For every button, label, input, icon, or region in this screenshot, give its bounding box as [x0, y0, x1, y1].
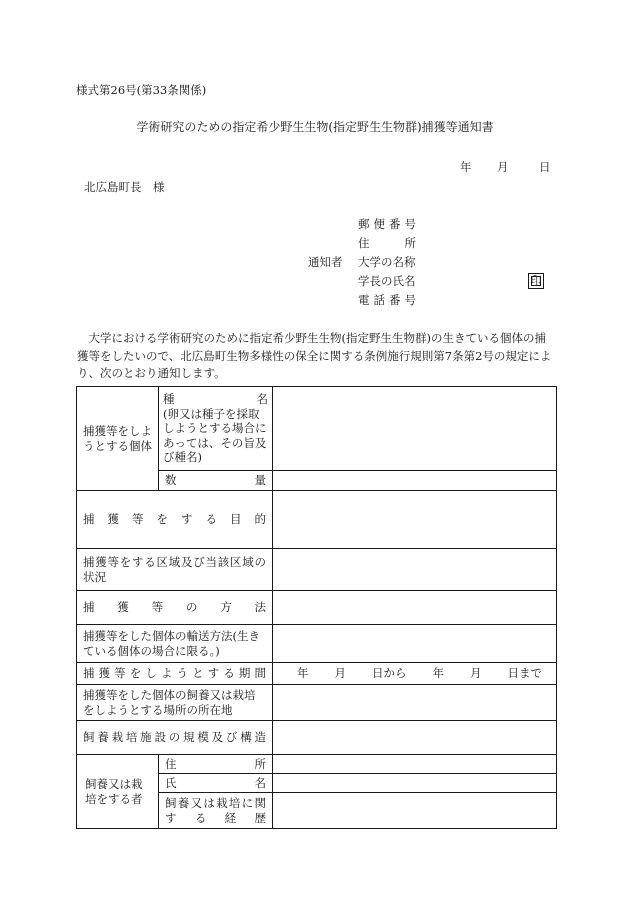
- location-label: 捕獲等をした個体の飼養又は栽培をしようとする場所の所在地: [77, 685, 273, 721]
- keeper-history-label: 飼養又は栽培に関する経歴: [159, 793, 273, 829]
- form-number: 様式第26号(第33条関係): [76, 83, 207, 97]
- period-start-day: 日から: [372, 666, 407, 681]
- area-value[interactable]: [273, 549, 557, 591]
- method-value[interactable]: [273, 591, 557, 625]
- document-title: 学術研究のための指定希少野生生物(指定野生生物群)捕獲等通知書: [136, 120, 494, 134]
- notifier-address-label: 住所: [358, 236, 416, 250]
- species-value[interactable]: [273, 387, 557, 471]
- quantity-value[interactable]: [273, 471, 557, 491]
- keeper-label: 飼養又は栽培をする者: [77, 755, 159, 829]
- facility-label: 飼養栽培施設の規模及び構造: [77, 721, 273, 755]
- method-label: 捕獲等の方法: [77, 591, 273, 625]
- transport-label: 捕獲等をした個体の輸送方法(生きている個体の場合に限る。): [77, 625, 273, 663]
- area-label: 捕獲等をする区域及び当該区域の状況: [77, 549, 273, 591]
- date-line: [460, 160, 551, 174]
- transport-value[interactable]: [273, 625, 557, 663]
- date-day-label: 日: [539, 160, 551, 174]
- keeper-address-value[interactable]: [273, 755, 557, 774]
- species-label: 種名 (卵又は種子を採取しようとする場合にあっては、その旨及び種名): [159, 387, 273, 471]
- facility-value[interactable]: [273, 721, 557, 755]
- keeper-name-value[interactable]: [273, 774, 557, 793]
- notifier-university-label: 大学の名称: [358, 255, 416, 269]
- date-year-label: 年: [460, 160, 472, 174]
- keeper-history-value[interactable]: [273, 793, 557, 829]
- location-value[interactable]: [273, 685, 557, 721]
- notification-form-table: [76, 386, 557, 829]
- purpose-value[interactable]: [273, 491, 557, 549]
- period-end-year: 年: [432, 666, 444, 681]
- notifier-phone-label: 電話番号: [358, 293, 416, 307]
- notifier-postal-code-label: 郵便番号: [358, 217, 416, 231]
- keeper-name-label: 氏名: [159, 774, 273, 793]
- addressee: 北広島町長 様: [84, 180, 165, 194]
- period-end-day: 日まで: [507, 666, 542, 681]
- quantity-label: 数量: [159, 471, 273, 491]
- notifier-role-label: 通知者: [308, 255, 343, 269]
- period-start-month: 月: [334, 666, 346, 681]
- date-month-label: 月: [497, 160, 509, 174]
- period-start-year: 年: [297, 666, 309, 681]
- seal-mark: 印: [528, 273, 544, 289]
- keeper-address-label: 住所: [159, 755, 273, 774]
- notifier-president-label: 学長の氏名: [358, 274, 416, 288]
- body-text: 大学における学術研究のために指定希少野生生物(指定野生生物群)の生きている個体の捕獲等をしたいので、北広島町生物多様性の保全に関する条例施行規則第7条第2号の規定により、次のとおり通知します。: [77, 331, 552, 380]
- period-value[interactable]: [273, 663, 557, 685]
- period-label: 捕獲等をしようとする期間: [77, 663, 273, 685]
- period-end-month: 月: [470, 666, 482, 681]
- target-individual-label: 捕獲等をしようとする個体: [77, 387, 159, 491]
- purpose-label: 捕獲等をする目的: [77, 491, 273, 549]
